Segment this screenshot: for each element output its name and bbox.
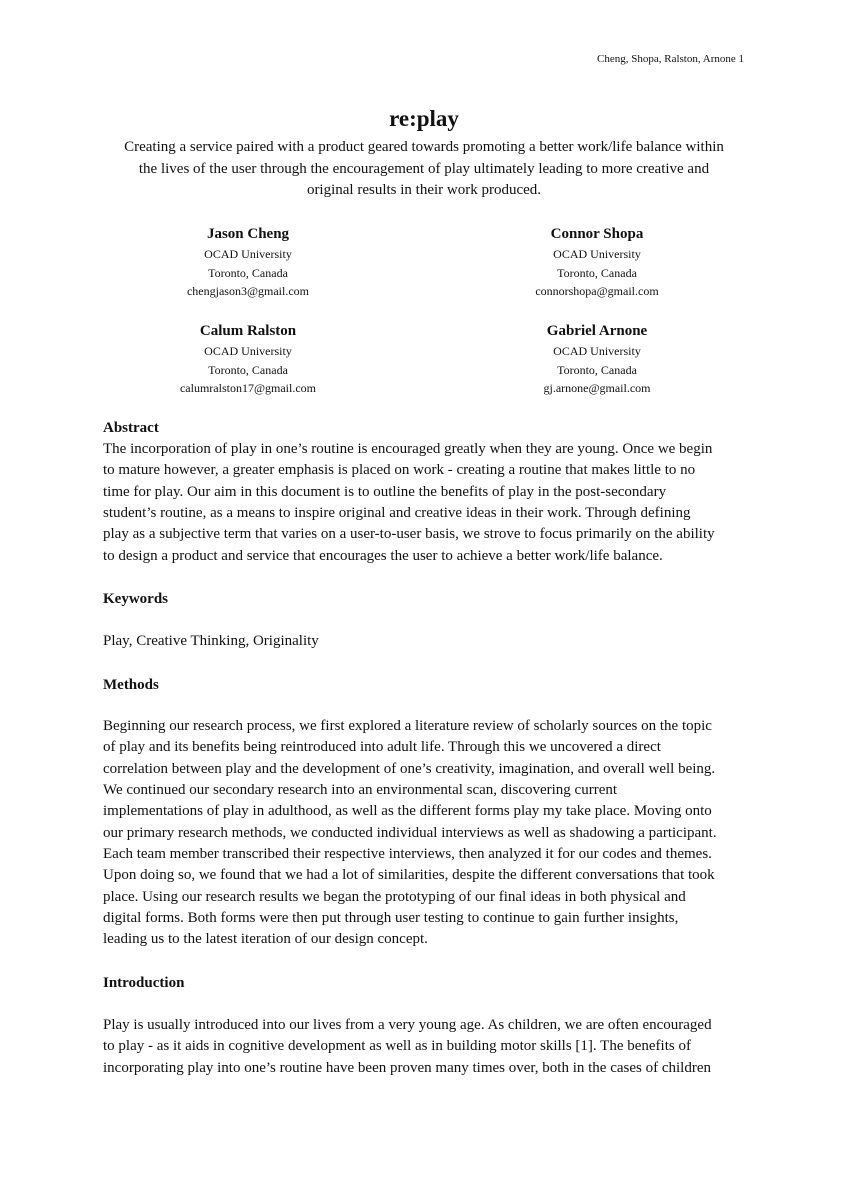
author-email: gj.arnone@gmail.com — [543, 381, 651, 395]
abstract-line: play as a subjective term that varies on a user-to-user basis, we strove to focus primarily on the ability — [103, 526, 715, 543]
abstract-heading: Abstract — [103, 420, 159, 436]
subtitle-line: Creating a service paired with a product geared towards promoting a better work/life balance within — [124, 139, 724, 155]
abstract-line: student’s routine, as a means to inspire original and creative ideas in their work. Through defining — [103, 505, 691, 522]
introduction-line: incorporating play into one’s routine have been proven many times over, both in the cases of children — [103, 1059, 711, 1076]
author-affiliation: OCAD University — [553, 344, 641, 358]
author-block — [128, 224, 368, 301]
author-name: Jason Cheng — [206, 226, 290, 242]
author-email: chengjason3@gmail.com — [186, 284, 310, 298]
abstract-line: to mature however, a greater emphasis is placed on work - creating a routine that makes little to no — [103, 462, 696, 479]
author-name: Connor Shopa — [550, 226, 644, 242]
author-name: Gabriel Arnone — [546, 323, 648, 339]
methods-line: our primary research methods, we conducted individual interviews as well as shadowing a participant. — [103, 824, 717, 841]
methods-line: leading us to the latest iteration of our design concept. — [103, 931, 428, 948]
methods-line: digital forms. Both forms were then put through user testing to continue to gain further insights, — [103, 910, 679, 927]
author-email: calumralston17@gmail.com — [179, 381, 317, 395]
methods-heading: Methods — [103, 677, 159, 693]
methods-line: correlation between play and the development of one’s creativity, imagination, and overall well being. — [103, 760, 716, 777]
methods-line: of play and its benefits being reintroduced into adult life. Through this we uncovered a direct — [103, 739, 661, 756]
subtitle-line: the lives of the user through the encouragement of play ultimately leading to more creative and — [138, 160, 710, 177]
author-name: Calum Ralston — [199, 323, 297, 339]
keywords-heading: Keywords — [103, 591, 168, 607]
author-affiliation: OCAD University — [553, 247, 641, 261]
author-location: Toronto, Canada — [557, 362, 637, 377]
author-block — [477, 224, 717, 301]
keywords-text: Play, Creative Thinking, Originality — [103, 633, 319, 649]
methods-line: Upon doing so, we found that we had a lot of similarities, despite the different conversations that took — [103, 867, 715, 884]
introduction-heading: Introduction — [103, 975, 185, 991]
abstract-line: The incorporation of play in one’s routine is encouraged greatly when they are young. Once we begin — [103, 441, 713, 457]
author-location: Toronto, Canada — [557, 265, 637, 280]
methods-line: Each team member transcribed their respective interviews, then analyzed it for our codes and themes. — [103, 846, 712, 863]
author-affiliation: OCAD University — [204, 247, 292, 261]
methods-line: Beginning our research process, we first explored a literature review of scholarly sources on the topic — [103, 718, 712, 734]
introduction-line: to play - as it aids in cognitive development as well as in building motor skills [1]. The benefits of — [103, 1038, 691, 1055]
introduction-line: Play is usually introduced into our lives from a very young age. As children, we are often encouraged — [103, 1017, 712, 1033]
running-head: Cheng, Shopa, Ralston, Arnone 1 — [597, 53, 744, 65]
abstract-body — [103, 439, 748, 567]
abstract-line: to design a product and service that encourages the user to achieve a better work/life balance. — [103, 547, 663, 564]
introduction-body — [103, 1015, 748, 1079]
abstract-line: time for play. Our aim in this document is to outline the benefits of play in the post-secondary — [103, 483, 667, 500]
author-affiliation: OCAD University — [204, 344, 292, 358]
methods-line: implementations of play in adulthood, as well as the different forms play my take place. Moving onto — [103, 803, 712, 820]
methods-line: place. Using our research results we began the prototyping of our final ideas in both physical and — [103, 888, 686, 905]
paper-subtitle — [100, 137, 748, 202]
author-block — [128, 321, 368, 398]
author-block — [477, 321, 717, 398]
author-location: Toronto, Canada — [208, 362, 288, 377]
author-location: Toronto, Canada — [208, 265, 288, 280]
methods-line: We continued our secondary research into an environmental scan, discovering current — [103, 782, 618, 799]
author-email: connorshopa@gmail.com — [535, 284, 659, 298]
paper-title: re:play — [389, 106, 459, 131]
methods-body — [103, 716, 748, 951]
subtitle-line: original results in their work produced. — [306, 182, 542, 198]
